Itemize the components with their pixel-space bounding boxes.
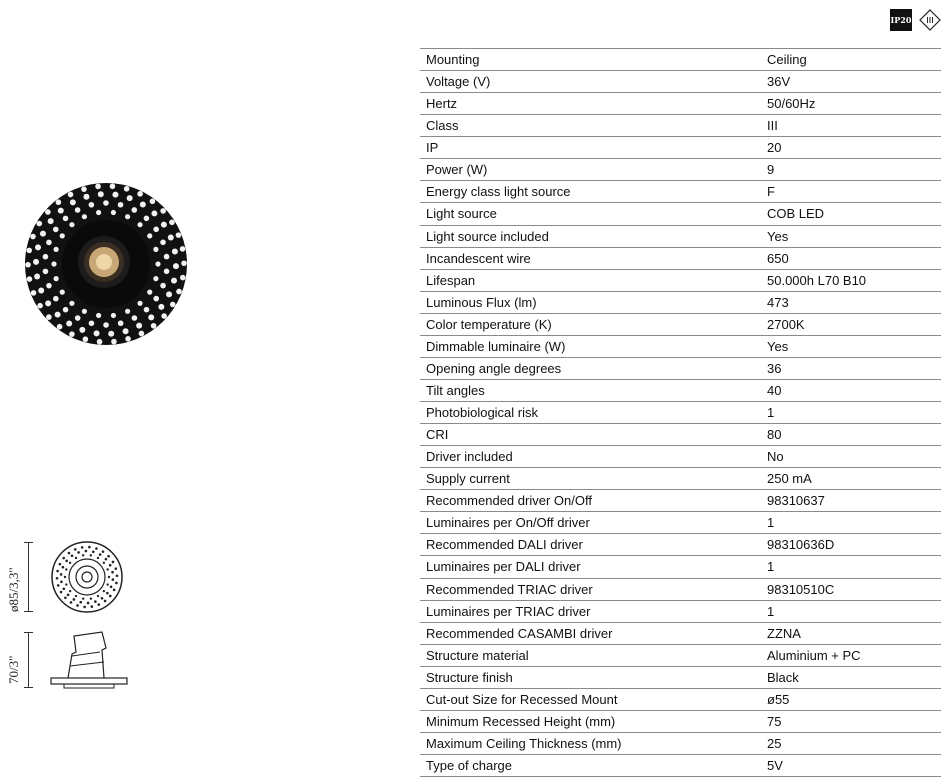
spec-label: IP [420, 137, 761, 159]
spec-value: 20 [761, 137, 941, 159]
spec-value: 1 [761, 512, 941, 534]
spec-label: Minimum Recessed Height (mm) [420, 710, 761, 732]
spec-value: 98310637 [761, 490, 941, 512]
spec-label: Maximum Ceiling Thickness (mm) [420, 732, 761, 754]
spec-label: Power (W) [420, 159, 761, 181]
spec-label: Recommended CASAMBI driver [420, 622, 761, 644]
spec-row [420, 556, 941, 578]
spec-label: Hertz [420, 93, 761, 115]
spec-row [420, 666, 941, 688]
spec-label: Cut-out Size for Recessed Mount [420, 688, 761, 710]
spec-row [420, 424, 941, 446]
spec-label: Luminaires per On/Off driver [420, 512, 761, 534]
spec-value: 98310636D [761, 534, 941, 556]
spec-label: Luminous Flux (lm) [420, 291, 761, 313]
spec-label: Incandescent wire [420, 247, 761, 269]
spec-row [420, 732, 941, 754]
spec-label: Class [420, 115, 761, 137]
spec-value: 25 [761, 732, 941, 754]
spec-value: ZZNA [761, 622, 941, 644]
spec-value: 5V [761, 755, 941, 777]
height-label: 70/3" [6, 655, 21, 684]
diameter-dimension-line [28, 542, 29, 612]
dimension-tick [24, 542, 33, 543]
ip-rating-badge: IP20 [890, 9, 912, 31]
spec-label: Supply current [420, 468, 761, 490]
spec-value: F [761, 181, 941, 203]
spec-row [420, 534, 941, 556]
spec-value: 1 [761, 600, 941, 622]
spec-value: Aluminium + PC [761, 644, 941, 666]
spec-row [420, 755, 941, 777]
spec-label: Color temperature (K) [420, 313, 761, 335]
spec-value: 36V [761, 71, 941, 93]
spec-label: Recommended DALI driver [420, 534, 761, 556]
spec-row [420, 490, 941, 512]
product-photo [24, 182, 188, 346]
spec-label: Light source included [420, 225, 761, 247]
certification-badges [890, 8, 942, 32]
spec-row [420, 203, 941, 225]
spec-label: Dimmable luminaire (W) [420, 335, 761, 357]
spec-row [420, 159, 941, 181]
spec-row [420, 578, 941, 600]
spec-value: 36 [761, 357, 941, 379]
spec-label: Opening angle degrees [420, 357, 761, 379]
spec-label: Recommended driver On/Off [420, 490, 761, 512]
spec-value: 2700K [761, 313, 941, 335]
dimension-tick [24, 611, 33, 612]
spec-value: Black [761, 666, 941, 688]
spec-value: 75 [761, 710, 941, 732]
spec-row [420, 600, 941, 622]
spec-value: 650 [761, 247, 941, 269]
spec-value: 1 [761, 402, 941, 424]
spec-value: III [761, 115, 941, 137]
spec-value: 40 [761, 379, 941, 401]
spec-row [420, 446, 941, 468]
spec-row [420, 93, 941, 115]
spec-value: 98310510C [761, 578, 941, 600]
spec-label: Mounting [420, 49, 761, 71]
spec-value: 9 [761, 159, 941, 181]
spec-value: No [761, 446, 941, 468]
spec-label: Recommended TRIAC driver [420, 578, 761, 600]
class-III-icon [918, 8, 942, 32]
spec-value: 50.000h L70 B10 [761, 269, 941, 291]
spec-row [420, 402, 941, 424]
spec-row [420, 357, 941, 379]
spec-row [420, 225, 941, 247]
diameter-label: ø85/3,3" [6, 567, 21, 612]
spec-row [420, 379, 941, 401]
spec-row [420, 512, 941, 534]
spec-value: 50/60Hz [761, 93, 941, 115]
spec-row [420, 137, 941, 159]
spec-value: Ceiling [761, 49, 941, 71]
spec-value: 80 [761, 424, 941, 446]
spec-label: Structure material [420, 644, 761, 666]
spec-value: 473 [761, 291, 941, 313]
spec-label: Driver included [420, 446, 761, 468]
spec-row [420, 269, 941, 291]
spec-label: Type of charge [420, 755, 761, 777]
spec-value: COB LED [761, 203, 941, 225]
spec-label: Luminaires per TRIAC driver [420, 600, 761, 622]
side-view-drawing [50, 628, 128, 690]
spec-label: Structure finish [420, 666, 761, 688]
spec-row [420, 468, 941, 490]
spec-value: Yes [761, 225, 941, 247]
spec-value: ø55 [761, 688, 941, 710]
spec-value: Yes [761, 335, 941, 357]
spec-label: Photobiological risk [420, 402, 761, 424]
spec-label: Lifespan [420, 269, 761, 291]
spec-row [420, 644, 941, 666]
spec-row [420, 181, 941, 203]
spec-label: CRI [420, 424, 761, 446]
spec-label: Light source [420, 203, 761, 225]
dimension-tick [24, 687, 33, 688]
spec-row [420, 291, 941, 313]
spec-label: Luminaires per DALI driver [420, 556, 761, 578]
spec-row [420, 115, 941, 137]
specifications-table [420, 48, 941, 777]
spec-row [420, 49, 941, 71]
spec-row [420, 688, 941, 710]
spec-label: Voltage (V) [420, 71, 761, 93]
spec-row [420, 710, 941, 732]
height-dimension-line [28, 632, 29, 688]
spec-value: 250 mA [761, 468, 941, 490]
spec-label: Energy class light source [420, 181, 761, 203]
spec-row [420, 247, 941, 269]
spec-row [420, 335, 941, 357]
dimension-tick [24, 632, 33, 633]
spec-row [420, 71, 941, 93]
front-view-drawing [50, 540, 124, 614]
spec-row [420, 622, 941, 644]
spec-label: Tilt angles [420, 379, 761, 401]
spec-row [420, 313, 941, 335]
spec-value: 1 [761, 556, 941, 578]
